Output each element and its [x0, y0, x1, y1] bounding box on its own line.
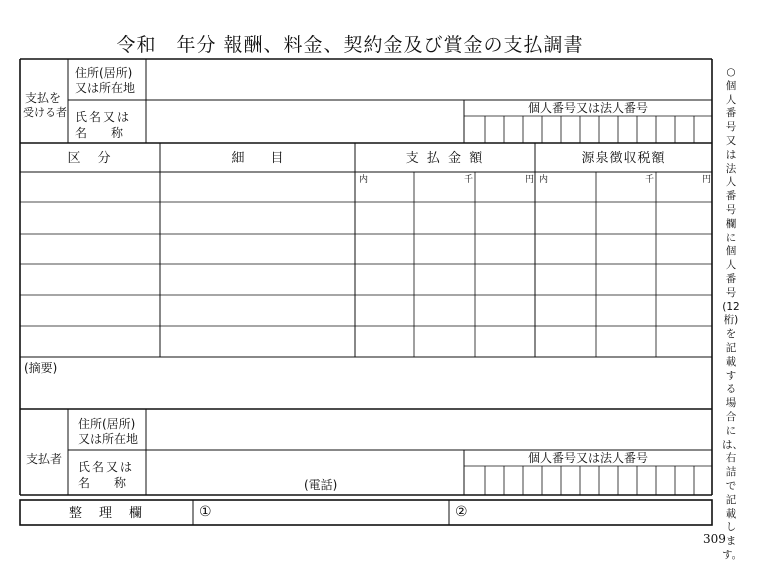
withholding-tax-header: 源泉徴収税額 [581, 151, 666, 166]
summary-field[interactable] [21, 376, 711, 408]
form-title: 令和 年分 報酬、料金、契約金及び賞金の支払調書 [116, 34, 584, 56]
payer-name-field[interactable] [148, 452, 462, 494]
payee-address-field[interactable] [148, 61, 710, 99]
payer-address-field[interactable] [148, 411, 710, 449]
category-header: 区 分 [67, 151, 113, 166]
payer-phone-label: (電話) [304, 478, 338, 492]
arrangement-mark-1: ① [199, 504, 212, 520]
payment-inner-unit: 内 [359, 175, 369, 185]
payer-id-number-field[interactable] [465, 467, 711, 494]
arrangement-field-1[interactable] [214, 501, 447, 524]
payee-label-line1: 支払を [25, 91, 62, 105]
payer-address-label-line1: 住所(居所) [78, 417, 136, 431]
side-note: ○個人番号又は法人番号欄に個人番号(12桁)を記載する場合には、右詰で記載します。 [722, 66, 743, 561]
payment-amount-header: 支 払 金 額 [405, 151, 485, 166]
payee-name-label-line1: 氏名又は [75, 110, 132, 124]
page-number: 309 [703, 532, 726, 546]
payment-rows-area[interactable] [21, 173, 711, 356]
arrangement-mark-2: ② [455, 504, 468, 520]
arrangement-label: 整 理 欄 [68, 506, 144, 521]
payee-name-field[interactable] [148, 102, 462, 142]
payee-id-number-field[interactable] [465, 117, 711, 142]
payment-thousand-unit: 千 [464, 175, 474, 185]
arrangement-field-2[interactable] [470, 501, 710, 524]
payer-name-label-line1: 氏名又は [78, 460, 135, 474]
payer-id-number-label: 個人番号又は法人番号 [527, 451, 648, 465]
payment-yen-unit: 円 [525, 175, 535, 185]
payer-address-label-line2: 又は所在地 [78, 432, 139, 446]
tax-inner-unit: 内 [539, 175, 549, 185]
payer-label: 支払者 [26, 452, 63, 466]
tax-thousand-unit: 千 [645, 175, 655, 185]
payee-id-number-label: 個人番号又は法人番号 [527, 101, 648, 115]
summary-label: (摘要) [24, 361, 58, 375]
payee-address-label-line1: 住所(居所) [75, 66, 133, 80]
tax-yen-unit: 円 [702, 175, 712, 185]
payee-name-label-line2: 名 称 [75, 126, 124, 140]
payee-address-label-line2: 又は所在地 [75, 81, 136, 95]
payee-label-line2: 受ける者 [23, 106, 67, 119]
payer-name-label-line2: 名 称 [78, 476, 127, 490]
details-header: 細 目 [231, 151, 284, 166]
